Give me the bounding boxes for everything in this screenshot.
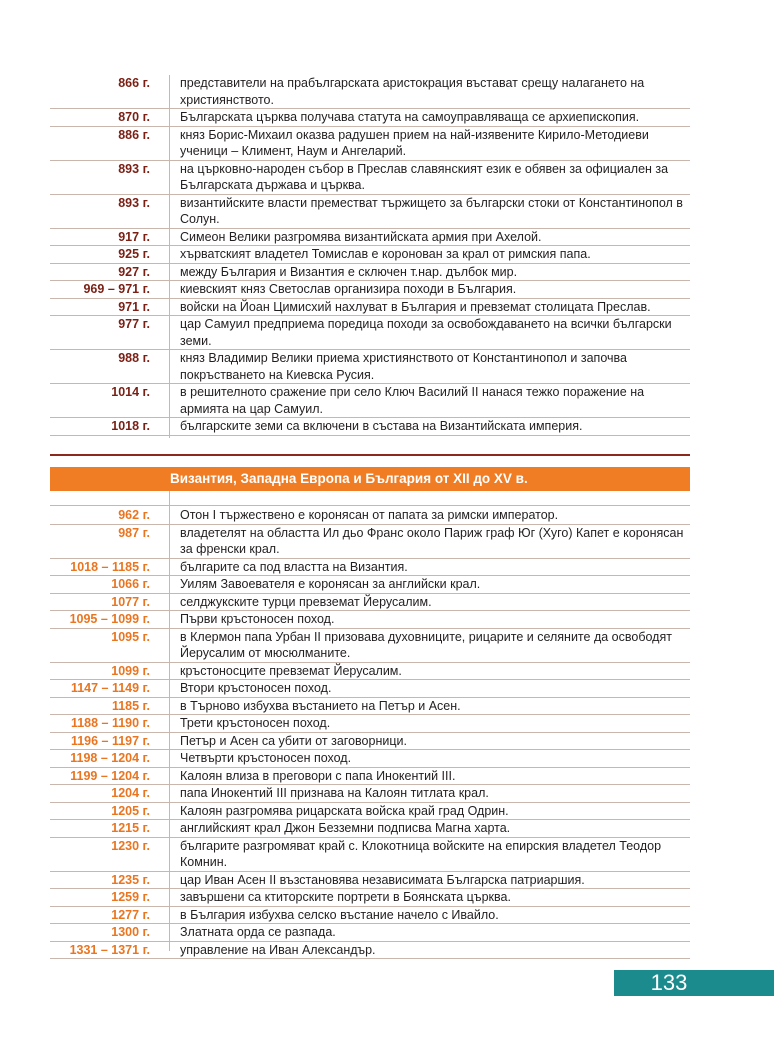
- table-row: [50, 838, 690, 872]
- table-row: [50, 507, 690, 525]
- year-cell: 971 г.: [118, 299, 150, 314]
- event-cell: войски на Йоан Цимисхий нахлуват в България и превземат столицата Преслав.: [180, 299, 651, 314]
- table-row: [50, 750, 690, 768]
- year-cell: 917 г.: [118, 229, 150, 244]
- year-cell: 1199 – 1204 г.: [70, 768, 150, 783]
- table-row: [50, 629, 690, 663]
- table-row: [50, 246, 690, 264]
- table-row: [50, 680, 690, 698]
- event-cell: селджукските турци превземат Йерусалим.: [180, 594, 432, 609]
- event-cell: цар Иван Асен II възстановява независимата Българска патриаршия.: [180, 872, 585, 887]
- table-row: [50, 611, 690, 629]
- year-cell: 925 г.: [118, 247, 150, 261]
- event-cell: Калоян влиза в преговори с папа Инокентий III.: [180, 768, 456, 783]
- year-cell: 1196 – 1197 г.: [70, 733, 150, 748]
- year-cell: 1331 – 1371 г.: [69, 942, 150, 957]
- year-cell: 1095 г.: [111, 629, 150, 644]
- chronology-rows-2: [50, 507, 690, 959]
- year-cell: 988 г.: [118, 351, 150, 365]
- event-cell: Петър и Асен са убити от заговорници.: [180, 733, 407, 748]
- event-cell: киевският княз Светослав организира походи в България.: [180, 282, 517, 296]
- year-cell: 1095 – 1099 г.: [69, 612, 150, 626]
- table-row: [50, 872, 690, 890]
- table-row: [50, 281, 690, 299]
- table-row: [50, 559, 690, 577]
- header-spacer-row: [50, 491, 690, 506]
- year-cell: 1066 г.: [111, 577, 150, 591]
- table-row: [50, 418, 690, 436]
- year-cell: 927 г.: [118, 264, 150, 279]
- table-row: [50, 316, 690, 350]
- event-cell: хърватският владетел Томислав е коронован за крал от римския папа.: [180, 247, 591, 261]
- table-row: [50, 264, 690, 282]
- page-number: 133: [614, 970, 774, 996]
- event-cell: владетелят на областта Ил дьо Франс около Париж граф Юг (Хуго) Капет е коронясан за френски крал.: [180, 525, 684, 556]
- event-cell: българските земи са включени в състава на Византийската империя.: [180, 419, 583, 433]
- table-row: [50, 803, 690, 821]
- table-row: [50, 907, 690, 925]
- table-row: [50, 768, 690, 786]
- year-cell: 893 г.: [118, 195, 150, 210]
- year-cell: 893 г.: [118, 161, 150, 176]
- year-cell: 962 г.: [118, 508, 150, 522]
- year-cell: 1185 г.: [111, 698, 150, 713]
- table-row: [50, 733, 690, 751]
- year-cell: 870 г.: [118, 110, 150, 124]
- year-cell: 1259 г.: [111, 890, 150, 904]
- year-cell: 1204 г.: [111, 786, 150, 800]
- event-cell: княз Борис-Михаил оказва радушен прием на най-изявените Кирило-Методиеви ученици – Климент, Наум и Ангеларий.: [180, 127, 649, 158]
- year-cell: 1277 г.: [111, 907, 150, 922]
- chronology-table-2: [50, 507, 690, 959]
- table-row: [50, 576, 690, 594]
- event-cell: на църковно-народен събор в Преслав славянският език е обявен за официален за Българската държава и църква.: [180, 161, 669, 192]
- event-cell: в Търново избухва въстанието на Петър и Асен.: [180, 698, 461, 713]
- table-bottom-rule: [50, 454, 690, 456]
- chronology-rows-1: [50, 75, 690, 436]
- table-row: [50, 161, 690, 195]
- table-row: [50, 594, 690, 612]
- year-cell: 1300 г.: [111, 925, 150, 939]
- event-cell: завършени са ктиторските портрети в Боянската църква.: [180, 890, 511, 904]
- event-cell: българите са под властта на Византия.: [180, 559, 408, 574]
- year-cell: 886 г.: [118, 127, 150, 142]
- event-cell: Калоян разгромява рицарската войска край град Одрин.: [180, 803, 509, 818]
- event-cell: Златната орда се разпада.: [180, 925, 336, 939]
- table-row: [50, 715, 690, 733]
- event-cell: българите разгромяват край с. Клокотница войските на епирския владетел Теодор Комнин.: [180, 838, 662, 869]
- event-cell: Симеон Велики разгромява византийската армия при Ахелой.: [180, 229, 542, 244]
- event-cell: английският крал Джон Безземни подписва Магна харта.: [180, 821, 511, 835]
- table-row: [50, 820, 690, 838]
- event-cell: в Клермон папа Урбан II призовава духовниците, рицарите и селяните да освободят Йерусалим от мюсюлманите.: [180, 629, 672, 660]
- table-row: [50, 924, 690, 942]
- year-cell: 1215 г.: [111, 821, 150, 835]
- table-row: [50, 127, 690, 161]
- event-cell: Втори кръстоносен поход.: [180, 681, 332, 695]
- year-cell: 1018 – 1185 г.: [70, 559, 150, 574]
- event-cell: кръстоносците превземат Йерусалим.: [180, 663, 402, 678]
- event-cell: представители на прабългарската аристокрация въстават срещу налагането на християнството.: [180, 76, 645, 107]
- year-cell: 1099 г.: [111, 663, 150, 678]
- section-title: Византия, Западна Европа и България от XII до XV в.: [170, 471, 528, 486]
- year-cell: 866 г.: [118, 76, 150, 90]
- year-cell: 1235 г.: [111, 872, 150, 887]
- year-cell: 1198 – 1204 г.: [70, 751, 150, 765]
- year-cell: 987 г.: [118, 525, 150, 540]
- year-cell: 1018 г.: [111, 419, 150, 433]
- table-row: [50, 663, 690, 681]
- table-row: [50, 525, 690, 559]
- event-cell: Българската църква получава статута на самоуправляваща се архиепископия.: [180, 110, 640, 124]
- year-cell: 977 г.: [118, 317, 150, 331]
- year-cell: 1188 – 1190 г.: [70, 716, 150, 730]
- event-cell: управление на Иван Александър.: [180, 942, 376, 957]
- table-row: [50, 195, 690, 229]
- event-cell: папа Инокентий III признава на Калоян титлата крал.: [180, 786, 489, 800]
- event-cell: в решителното сражение при село Ключ Василий II нанася тежко поражение на армията на цар Самуил.: [180, 385, 645, 416]
- year-cell: 1014 г.: [111, 385, 150, 399]
- event-cell: Първи кръстоносен поход.: [180, 612, 335, 626]
- event-cell: Четвърти кръстоносен поход.: [180, 751, 352, 765]
- chronology-table-1: [50, 75, 690, 456]
- event-cell: княз Владимир Велики приема християнството от Константинопол и започва покръстването на Киевска Русия.: [180, 351, 627, 382]
- table-row: [50, 942, 690, 960]
- year-cell: 1077 г.: [111, 594, 150, 609]
- section-title-bar: [50, 467, 690, 491]
- event-cell: цар Самуил предприема поредица походи за освобождаването на всички български земи.: [180, 317, 672, 348]
- event-cell: в България избухва селско въстание начело с Ивайло.: [180, 907, 499, 922]
- table-row: [50, 889, 690, 907]
- event-cell: Трети кръстоносен поход.: [180, 716, 331, 730]
- table-row: [50, 785, 690, 803]
- year-cell: 1147 – 1149 г.: [70, 681, 150, 695]
- table-row: [50, 698, 690, 716]
- event-cell: Уилям Завоевателя е коронясан за английски крал.: [180, 577, 481, 591]
- year-cell: 969 – 971 г.: [83, 282, 150, 296]
- table-row: [50, 350, 690, 384]
- table-row: [50, 229, 690, 247]
- event-cell: Отон I тържествено е коронясан от папата за римски император.: [180, 508, 559, 522]
- event-cell: между България и Византия е сключен т.нар. дълбок мир.: [180, 264, 518, 279]
- table-row: [50, 75, 690, 109]
- table-row: [50, 299, 690, 317]
- year-cell: 1230 г.: [111, 838, 150, 853]
- table-row: [50, 384, 690, 418]
- year-cell: 1205 г.: [111, 803, 150, 818]
- event-cell: византийските власти преместват тържището за български стоки от Константинопол в Солун.: [180, 195, 683, 226]
- table-row: [50, 109, 690, 127]
